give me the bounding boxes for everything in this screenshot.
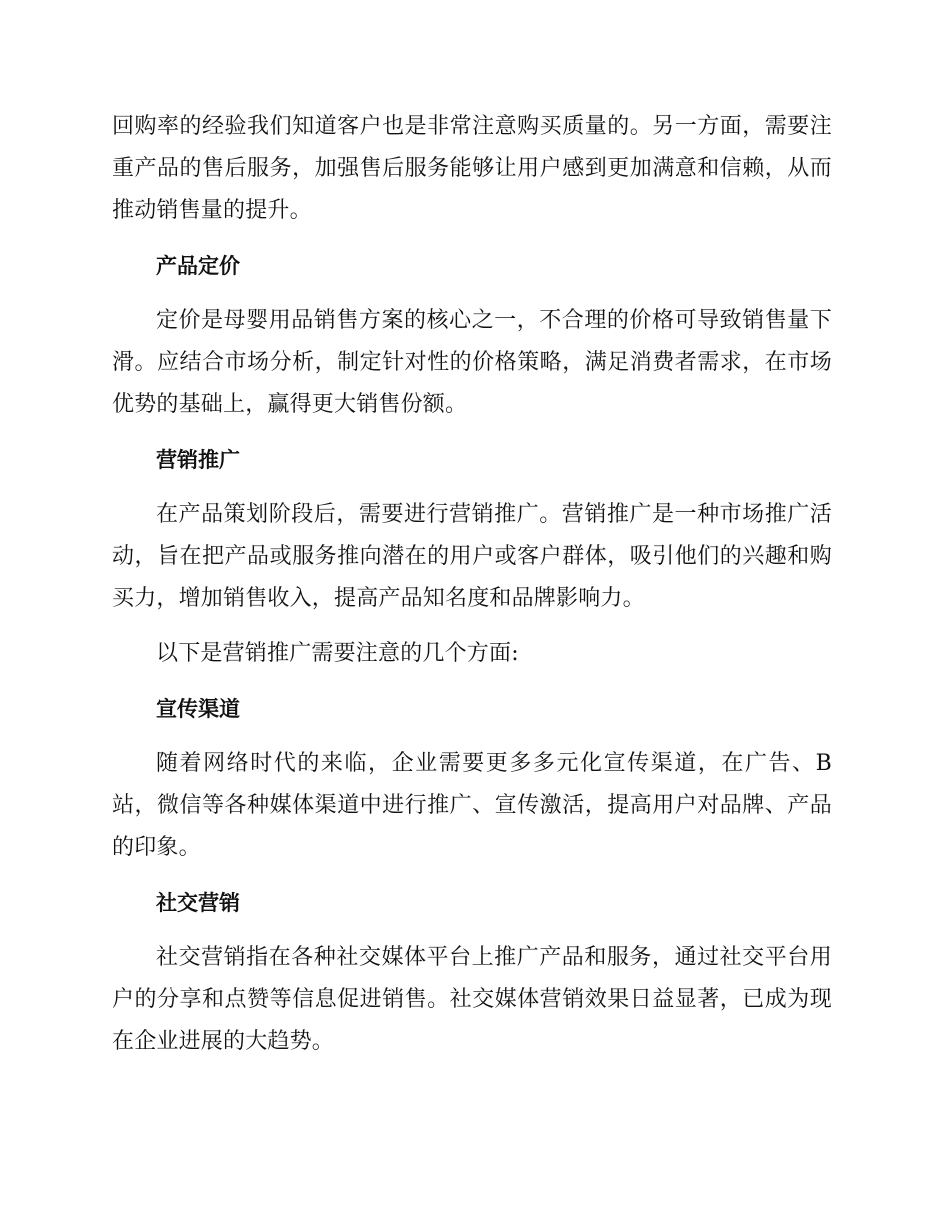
heading-publicity-channels: 宣传渠道 xyxy=(156,697,240,721)
paragraph-aspects-intro: 以下是营销推广需要注意的几个方面: xyxy=(156,641,519,666)
heading-marketing-promotion: 营销推广 xyxy=(156,448,240,472)
paragraph-publicity-channels: 随着网络时代的来临，企业需要更多多元化宣传渠道，在广告、B站，微信等各种媒体渠道中进行推广、宣传激活，提高用户对品牌、产品的印象。 xyxy=(112,751,832,860)
paragraph-after-sales: 回购率的经验我们知道客户也是非常注意购买质量的。另一方面，需要注重产品的售后服务，加强售后服务能够让用户感到更加满意和信赖，从而推动销售量的提升。 xyxy=(112,114,832,223)
document-body xyxy=(112,106,832,1076)
paragraph-marketing-promotion: 在产品策划阶段后，需要进行营销推广。营销推广是一种市场推广活动，旨在把产品或服务推向潜在的用户或客户群体，吸引他们的兴趣和购买力，增加销售收入，提高产品知名度和品牌影响力。 xyxy=(112,502,832,611)
paragraph-social-marketing: 社交营销指在各种社交媒体平台上推广产品和服务，通过社交平台用户的分享和点赞等信息促进销售。社交媒体营销效果日益显著，已成为现在企业进展的大趋势。 xyxy=(112,945,832,1054)
heading-social-marketing: 社交营销 xyxy=(156,891,240,915)
heading-product-pricing: 产品定价 xyxy=(156,254,240,278)
paragraph-pricing: 定价是母婴用品销售方案的核心之一，不合理的价格可导致销售量下滑。应结合市场分析，制定针对性的价格策略，满足消费者需求，在市场优势的基础上，赢得更大销售份额。 xyxy=(112,308,832,417)
